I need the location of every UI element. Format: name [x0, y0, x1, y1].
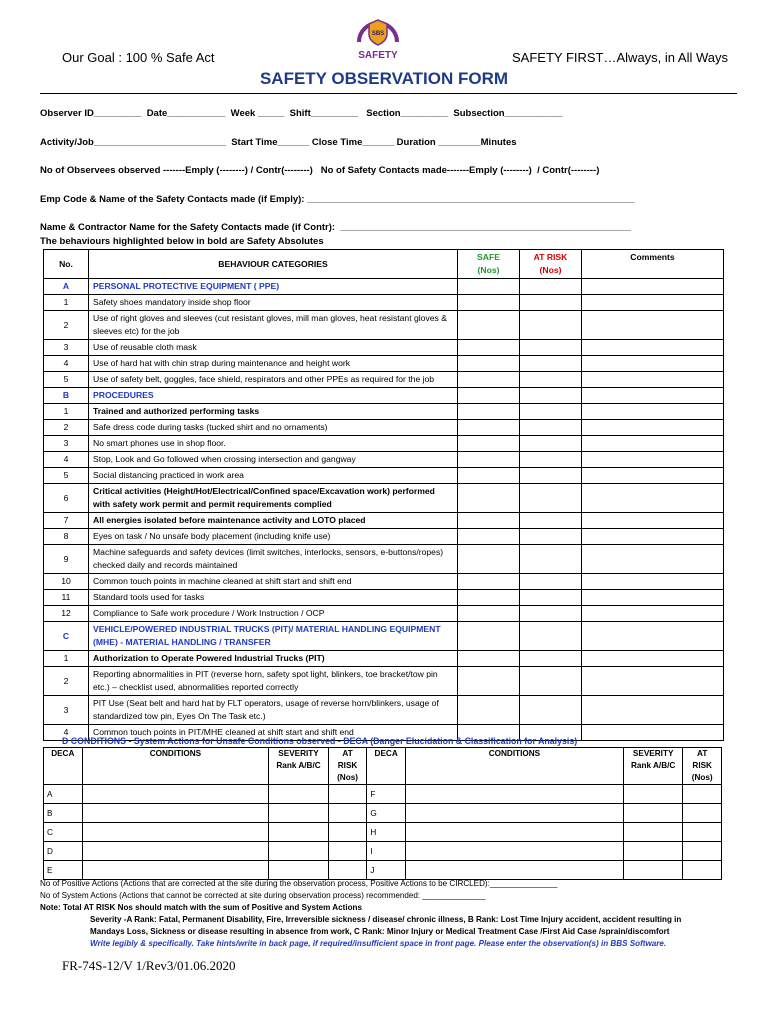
comments-cell[interactable] — [582, 696, 724, 725]
comments-cell[interactable] — [582, 725, 724, 741]
condition-input-right[interactable] — [405, 842, 623, 861]
row-number: 4 — [44, 452, 89, 468]
behaviour-row — [44, 484, 724, 513]
row-number: 9 — [44, 545, 89, 574]
behaviour-row — [44, 356, 724, 372]
comments-cell[interactable] — [582, 545, 724, 574]
positive-actions-line[interactable]: No of Positive Actions (Actions that are corrected at the site during the observation process, Positive Actions to be CIRCLED):_______________ — [40, 879, 558, 888]
row-category: Critical activities (Height/Hot/Electrical/Confined space/Excavation work) performed with safety work permit and permit requirements complied — [89, 484, 458, 513]
header-atrisk-left: AT RISK (Nos) — [328, 748, 367, 785]
severity-input-left[interactable] — [269, 842, 328, 861]
row-number: 7 — [44, 513, 89, 529]
row-number: 1 — [44, 651, 89, 667]
row-category: Safety shoes mandatory inside shop floor — [89, 295, 458, 311]
row-number: 12 — [44, 606, 89, 622]
atrisk-input-left[interactable] — [328, 823, 367, 842]
section-row — [44, 622, 724, 651]
deca-letter-right: G — [367, 804, 406, 823]
behaviour-row — [44, 468, 724, 484]
severity-input-left[interactable] — [269, 785, 328, 804]
risk-count-cell[interactable] — [520, 590, 582, 606]
risk-count-cell[interactable] — [520, 529, 582, 545]
comments-cell[interactable] — [582, 404, 724, 420]
row-number: 2 — [44, 420, 89, 436]
motto-text: SAFETY FIRST…Always, in All Ways — [512, 50, 728, 65]
row-number: 2 — [44, 667, 89, 696]
behaviour-row — [44, 295, 724, 311]
risk-count-cell[interactable] — [520, 295, 582, 311]
risk-count-cell[interactable] — [520, 340, 582, 356]
severity-input-right[interactable] — [623, 804, 682, 823]
deca-letter-left: C — [44, 823, 83, 842]
header-deca-left: DECA — [44, 748, 83, 785]
risk-count-cell[interactable] — [520, 606, 582, 622]
atrisk-input-right[interactable] — [683, 842, 722, 861]
condition-row — [44, 804, 722, 823]
safe-count-cell[interactable] — [458, 606, 520, 622]
field-line-observees[interactable]: No of Observees observed -------Emply (--------) / Contr(--------) No of Safety Contacts made-------Emply (--------) / Contr(--------) — [40, 165, 600, 176]
comments-cell[interactable] — [582, 340, 724, 356]
atrisk-input-right[interactable] — [683, 823, 722, 842]
atrisk-input-right[interactable] — [683, 804, 722, 823]
row-number: 1 — [44, 404, 89, 420]
severity-input-left[interactable] — [269, 861, 328, 880]
safety-logo — [349, 12, 407, 62]
comments-cell[interactable] — [582, 311, 724, 340]
safe-count-cell[interactable] — [458, 651, 520, 667]
risk-count-cell[interactable] — [520, 436, 582, 452]
safe-count-cell[interactable] — [458, 340, 520, 356]
condition-row — [44, 842, 722, 861]
condition-input-right[interactable] — [405, 785, 623, 804]
row-number: 5 — [44, 468, 89, 484]
comments-cell[interactable] — [582, 667, 724, 696]
row-category: Trained and authorized performing tasks — [89, 404, 458, 420]
severity-input-right[interactable] — [623, 823, 682, 842]
row-category: Eyes on task / No unsafe body placement (including knife use) — [89, 529, 458, 545]
row-number: 1 — [44, 295, 89, 311]
atrisk-input-left[interactable] — [328, 785, 367, 804]
condition-input-left[interactable] — [82, 842, 269, 861]
row-category: Common touch points in PIT/MHE cleaned at shift start and shift end — [89, 725, 458, 741]
row-category: No smart phones use in shop floor. — [89, 436, 458, 452]
risk-count-cell[interactable] — [520, 622, 582, 651]
comments-cell[interactable] — [582, 372, 724, 388]
severity-note-1: Severity -A Rank: Fatal, Permanent Disability, Fire, Irreversible sickness / disease/ chronic illness, B Rank: Lost Time Injury accident, accident resulting in — [90, 915, 682, 924]
comments-cell[interactable] — [582, 356, 724, 372]
row-number: 5 — [44, 372, 89, 388]
behaviour-row — [44, 606, 724, 622]
behaviour-row — [44, 340, 724, 356]
comments-cell[interactable] — [582, 295, 724, 311]
risk-count-cell[interactable] — [520, 696, 582, 725]
severity-input-right[interactable] — [623, 861, 682, 880]
risk-count-cell[interactable] — [520, 279, 582, 295]
header-atrisk-right: AT RISK (Nos) — [683, 748, 722, 785]
row-category: Use of safety belt, goggles, face shield, respirators and other PPEs as required for the job — [89, 372, 458, 388]
row-category: Safe dress code during tasks (tucked shirt and no ornaments) — [89, 420, 458, 436]
risk-count-cell[interactable] — [520, 452, 582, 468]
behaviour-row — [44, 513, 724, 529]
behaviour-row — [44, 667, 724, 696]
header-category: BEHAVIOUR CATEGORIES — [89, 250, 458, 279]
safe-count-cell[interactable] — [458, 436, 520, 452]
header-safe-unit: (Nos) — [477, 265, 500, 275]
risk-count-cell[interactable] — [520, 311, 582, 340]
safe-count-cell[interactable] — [458, 295, 520, 311]
row-category: PERSONAL PROTECTIVE EQUIPMENT ( PPE) — [89, 279, 458, 295]
row-number: 4 — [44, 725, 89, 741]
conditions-title: D CONDITIONS - System Actions for Unsafe Conditions observed - DECA (Danger Elucidation & Classification for Analysis) — [62, 736, 578, 746]
behaviour-row — [44, 436, 724, 452]
behaviour-table-header — [44, 250, 724, 279]
behaviour-row — [44, 651, 724, 667]
condition-input-left[interactable] — [82, 823, 269, 842]
comments-cell[interactable] — [582, 590, 724, 606]
risk-count-cell[interactable] — [520, 404, 582, 420]
form-reference: FR-74S-12/V 1/Rev3/01.06.2020 — [62, 958, 236, 973]
header-risk-unit: (Nos) — [539, 265, 562, 275]
comments-cell[interactable] — [582, 574, 724, 590]
comments-cell[interactable] — [582, 468, 724, 484]
safe-count-cell[interactable] — [458, 356, 520, 372]
logo-text: SAFETY — [358, 50, 398, 61]
row-category: PIT Use (Seat belt and hard hat by FLT operators, usage of reverse horn/blinkers, usage of standardized tow pin, Eyes On The Task etc.) — [89, 696, 458, 725]
safe-count-cell[interactable] — [458, 622, 520, 651]
risk-count-cell[interactable] — [520, 667, 582, 696]
comments-cell[interactable] — [582, 651, 724, 667]
behaviour-table — [43, 249, 724, 741]
atrisk-input-left[interactable] — [328, 804, 367, 823]
comments-cell[interactable] — [582, 484, 724, 513]
safe-count-cell[interactable] — [458, 279, 520, 295]
comments-cell[interactable] — [582, 279, 724, 295]
row-category: Standard tools used for tasks — [89, 590, 458, 606]
field-line-emp-contacts[interactable]: Emp Code & Name of the Safety Contacts made (if Emply): ______________________________________________________________ — [40, 194, 635, 205]
behaviour-row — [44, 529, 724, 545]
safe-count-cell[interactable] — [458, 372, 520, 388]
safe-count-cell[interactable] — [458, 388, 520, 404]
deca-letter-left: B — [44, 804, 83, 823]
risk-count-cell[interactable] — [520, 468, 582, 484]
deca-letter-left: D — [44, 842, 83, 861]
instruction-note: Write legibly & specifically. Take hints/write in back page, if required/insufficient space in front page. Please enter the observation(s) in BBS Software. — [90, 939, 667, 948]
header-severity-left: SEVERITY Rank A/B/C — [269, 748, 328, 785]
comments-cell[interactable] — [582, 606, 724, 622]
conditions-header — [44, 748, 722, 785]
logo-code: SBS — [371, 31, 385, 37]
field-line-contr-contacts[interactable]: Name & Contractor Name for the Safety Contacts made (if Contr): _______________________________________________________ — [40, 222, 631, 233]
row-category: Machine safeguards and safety devices (limit switches, interlocks, sensors, e-buttons/ropes) checked daily and records maintained — [89, 545, 458, 574]
condition-row — [44, 785, 722, 804]
row-category: PROCEDURES — [89, 388, 458, 404]
header-deca-right: DECA — [367, 748, 406, 785]
comments-cell[interactable] — [582, 420, 724, 436]
safe-count-cell[interactable] — [458, 590, 520, 606]
header-no: No. — [44, 250, 89, 279]
safe-count-cell[interactable] — [458, 574, 520, 590]
row-category: Use of hard hat with chin strap during maintenance and height work — [89, 356, 458, 372]
risk-count-cell[interactable] — [520, 513, 582, 529]
severity-input-right[interactable] — [623, 842, 682, 861]
deca-letter-right: F — [367, 785, 406, 804]
severity-input-left[interactable] — [269, 804, 328, 823]
row-category: Social distancing practiced in work area — [89, 468, 458, 484]
condition-row — [44, 861, 722, 880]
deca-letter-right: H — [367, 823, 406, 842]
safe-count-cell[interactable] — [458, 484, 520, 513]
row-number: 3 — [44, 436, 89, 452]
header-severity-right: SEVERITY Rank A/B/C — [623, 748, 682, 785]
section-row — [44, 388, 724, 404]
safe-count-cell[interactable] — [458, 420, 520, 436]
behaviour-row — [44, 590, 724, 606]
header-safe — [458, 250, 520, 279]
conditions-table — [43, 747, 722, 880]
row-category: All energies isolated before maintenance activity and LOTO placed — [89, 513, 458, 529]
row-category: Authorization to Operate Powered Industrial Trucks (PIT) — [89, 651, 458, 667]
behaviour-row — [44, 372, 724, 388]
row-category: Reporting abnormalities in PIT (reverse horn, safety spot light, blinkers, toe bracket/tow pin etc.) – checklist used, abnormalities reported correctly — [89, 667, 458, 696]
behaviour-row — [44, 545, 724, 574]
safe-count-cell[interactable] — [458, 468, 520, 484]
behaviour-row — [44, 420, 724, 436]
row-number: 8 — [44, 529, 89, 545]
safe-count-cell[interactable] — [458, 513, 520, 529]
safe-count-cell[interactable] — [458, 529, 520, 545]
comments-cell[interactable] — [582, 452, 724, 468]
row-number: 11 — [44, 590, 89, 606]
condition-input-right[interactable] — [405, 804, 623, 823]
severity-note-2: Mandays Loss, Sickness or disease resulting in absence from work, C Rank: Minor Injury or Medical Treatment Case /First Aid Case /sprain/discomfort — [90, 927, 670, 936]
row-category: VEHICLE/POWERED INDUSTRIAL TRUCKS (PIT)/ MATERIAL HANDLING EQUIPMENT (MHE) - MATERIAL HANDLING / TRANSFER — [89, 622, 458, 651]
safe-count-cell[interactable] — [458, 667, 520, 696]
header-conditions-left: CONDITIONS — [82, 748, 269, 785]
risk-count-cell[interactable] — [520, 484, 582, 513]
header-safe-label: SAFE — [477, 252, 500, 262]
row-number: 10 — [44, 574, 89, 590]
safety-absolutes-note: The behaviours highlighted below in bold are Safety Absolutes — [40, 236, 324, 247]
risk-count-cell[interactable] — [520, 651, 582, 667]
header-comments: Comments — [582, 250, 724, 279]
safe-count-cell[interactable] — [458, 696, 520, 725]
safe-count-cell[interactable] — [458, 404, 520, 420]
header-at-risk — [520, 250, 582, 279]
condition-input-left[interactable] — [82, 861, 269, 880]
row-number: 3 — [44, 340, 89, 356]
condition-input-left[interactable] — [82, 785, 269, 804]
row-category: Stop, Look and Go followed when crossing intersection and gangway — [89, 452, 458, 468]
header-risk-label: AT RISK — [533, 252, 568, 262]
safe-count-cell[interactable] — [458, 545, 520, 574]
field-line-activity[interactable]: Activity/Job_________________________ Start Time______ Close Time______ Duration ________Minutes — [40, 137, 517, 148]
behaviour-row — [44, 696, 724, 725]
deca-letter-right: I — [367, 842, 406, 861]
header-divider — [40, 93, 737, 94]
row-category: Use of right gloves and sleeves (cut resistant gloves, mill man gloves, heat resistant gloves & sleeves etc) for the job — [89, 311, 458, 340]
behaviour-row — [44, 404, 724, 420]
behaviour-row — [44, 574, 724, 590]
deca-letter-left: E — [44, 861, 83, 880]
risk-count-cell[interactable] — [520, 545, 582, 574]
field-line-observer[interactable]: Observer ID_________ Date___________ Week _____ Shift_________ Section_________ Subsection___________ — [40, 108, 563, 119]
safe-count-cell[interactable] — [458, 452, 520, 468]
row-number: C — [44, 622, 89, 651]
condition-input-right[interactable] — [405, 823, 623, 842]
behaviour-row — [44, 311, 724, 340]
notes-block — [40, 878, 740, 950]
atrisk-input-right[interactable] — [683, 861, 722, 880]
system-actions-line[interactable]: No of System Actions (Actions that cannot be corrected at site during observation process) recommended: ______________ — [40, 891, 486, 900]
condition-input-left[interactable] — [82, 804, 269, 823]
row-number: 6 — [44, 484, 89, 513]
risk-count-cell[interactable] — [520, 388, 582, 404]
form-title: SAFETY OBSERVATION FORM — [259, 69, 509, 88]
row-number: A — [44, 279, 89, 295]
comments-cell[interactable] — [582, 529, 724, 545]
row-category: Compliance to Safe work procedure / Work Instruction / OCP — [89, 606, 458, 622]
row-number: 4 — [44, 356, 89, 372]
severity-input-left[interactable] — [269, 823, 328, 842]
deca-letter-right: J — [367, 861, 406, 880]
atrisk-input-left[interactable] — [328, 842, 367, 861]
header-conditions-right: CONDITIONS — [405, 748, 623, 785]
behaviour-row — [44, 452, 724, 468]
section-row — [44, 279, 724, 295]
comments-cell[interactable] — [582, 436, 724, 452]
comments-cell[interactable] — [582, 513, 724, 529]
deca-letter-left: A — [44, 785, 83, 804]
risk-count-cell[interactable] — [520, 420, 582, 436]
risk-count-cell[interactable] — [520, 574, 582, 590]
total-note: Note: Total AT RISK Nos should match with the sum of Positive and System Actions — [40, 903, 362, 912]
comments-cell[interactable] — [582, 622, 724, 651]
comments-cell[interactable] — [582, 388, 724, 404]
goal-text: Our Goal : 100 % Safe Act — [62, 50, 215, 65]
condition-row — [44, 823, 722, 842]
row-number: 3 — [44, 696, 89, 725]
atrisk-input-left[interactable] — [328, 861, 367, 880]
risk-count-cell[interactable] — [520, 356, 582, 372]
row-category: Use of reusable cloth mask — [89, 340, 458, 356]
row-number: 2 — [44, 311, 89, 340]
severity-input-right[interactable] — [623, 785, 682, 804]
row-category: Common touch points in machine cleaned at shift start and shift end — [89, 574, 458, 590]
row-number: B — [44, 388, 89, 404]
condition-input-right[interactable] — [405, 861, 623, 880]
risk-count-cell[interactable] — [520, 372, 582, 388]
safe-count-cell[interactable] — [458, 311, 520, 340]
atrisk-input-right[interactable] — [683, 785, 722, 804]
